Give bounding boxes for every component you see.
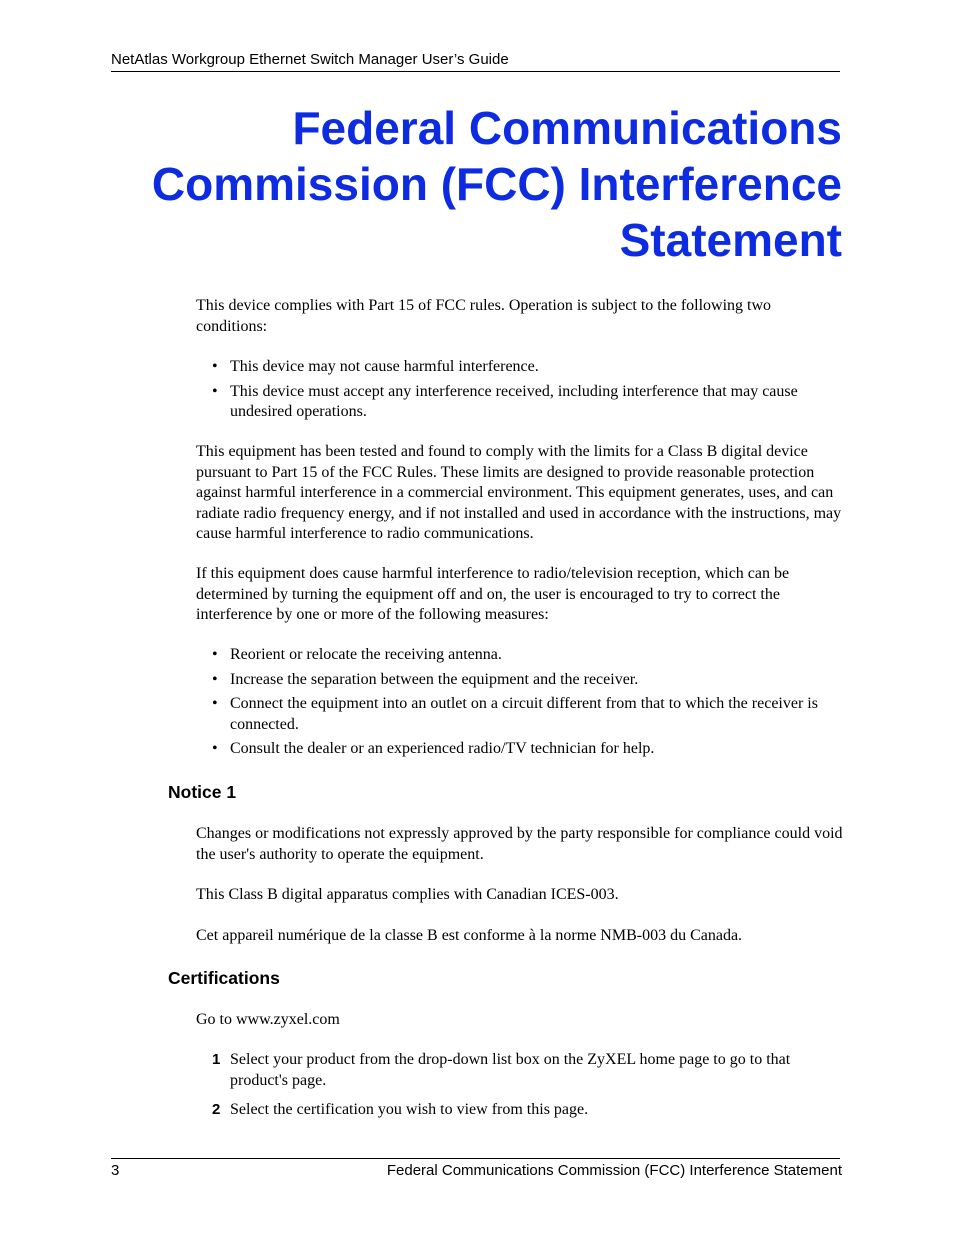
- notice-paragraph-1: Changes or modifications not expressly approved by the party responsible for compliance could void the user's authority to operate the equipment.: [196, 825, 843, 863]
- measures-list: [196, 645, 844, 764]
- header-rule: [111, 71, 840, 72]
- bullet-icon: •: [212, 358, 218, 375]
- notice-paragraph-2: This Class B digital apparatus complies with Canadian ICES-003.: [196, 886, 619, 903]
- step-number: 2: [212, 1101, 221, 1118]
- certifications-heading: Certifications: [168, 968, 280, 988]
- step-item: [196, 1050, 844, 1091]
- list-item: • This device may not cause harmful interference.: [196, 357, 844, 378]
- intro-paragraph: This device complies with Part 15 of FCC rules. Operation is subject to the following two conditions:: [196, 297, 772, 335]
- notice-heading: Notice 1: [168, 782, 237, 802]
- certifications-steps: [196, 1050, 844, 1130]
- certifications-intro: Go to www.zyxel.com: [196, 1011, 340, 1028]
- title-line-3: Statement: [619, 214, 842, 266]
- running-header: NetAtlas Workgroup Ethernet Switch Manager User’s Guide: [111, 51, 509, 68]
- step-text: Select the certification you wish to view from this page.: [230, 1101, 589, 1118]
- bullet-icon: •: [212, 740, 218, 757]
- step-text: Select your product from the drop-down list box on the ZyXEL home page to go to that product's page.: [230, 1051, 791, 1089]
- tested-paragraph: This equipment has been tested and found to comply with the limits for a Class B digital device pursuant to Part 15 of the FCC Rules. These limits are designed to provide reasonable protection against harmful interference in a commercial environment. This equipment generates, uses, and can radiate radio frequency energy, and if not installed and used in accordance with the instructions, may cause harmful interference to radio communications.: [196, 443, 842, 542]
- title-line-2: Commission (FCC) Interference: [151, 158, 842, 210]
- list-item: • This device must accept any interference received, including interference that may cause undesired operations.: [212, 382, 798, 420]
- step-number: 1: [212, 1051, 221, 1068]
- step-item: [196, 1100, 844, 1121]
- interference-paragraph: If this equipment does cause harmful interference to radio/television reception, which can be determined by turning the equipment off and on, the user is encouraged to try to correct the interference by one or more of the following measures:: [196, 565, 790, 623]
- notice-paragraph-3: Cet appareil numérique de la classe B est conforme à la norme NMB-003 du Canada.: [196, 927, 743, 944]
- conditions-list: [196, 357, 844, 427]
- footer-chapter-title: Federal Communications Commission (FCC) Interference Statement: [386, 1162, 842, 1179]
- bullet-icon: •: [212, 646, 218, 663]
- page-number: 3: [111, 1162, 120, 1179]
- page-title: [111, 100, 842, 268]
- bullet-icon: •: [212, 695, 218, 712]
- list-item: • Consult the dealer or an experienced radio/TV technician for help.: [196, 739, 844, 760]
- list-item: • Connect the equipment into an outlet on a circuit different from that to which the receiver is connected.: [212, 695, 818, 733]
- bullet-icon: •: [212, 670, 218, 688]
- bullet-icon: •: [212, 382, 218, 400]
- list-item: • Increase the separation between the equipment and the receiver.: [196, 670, 844, 691]
- list-item: • Reorient or relocate the receiving antenna.: [196, 645, 844, 666]
- title-line-1: Federal Communications: [292, 102, 842, 154]
- footer-rule: [111, 1158, 840, 1159]
